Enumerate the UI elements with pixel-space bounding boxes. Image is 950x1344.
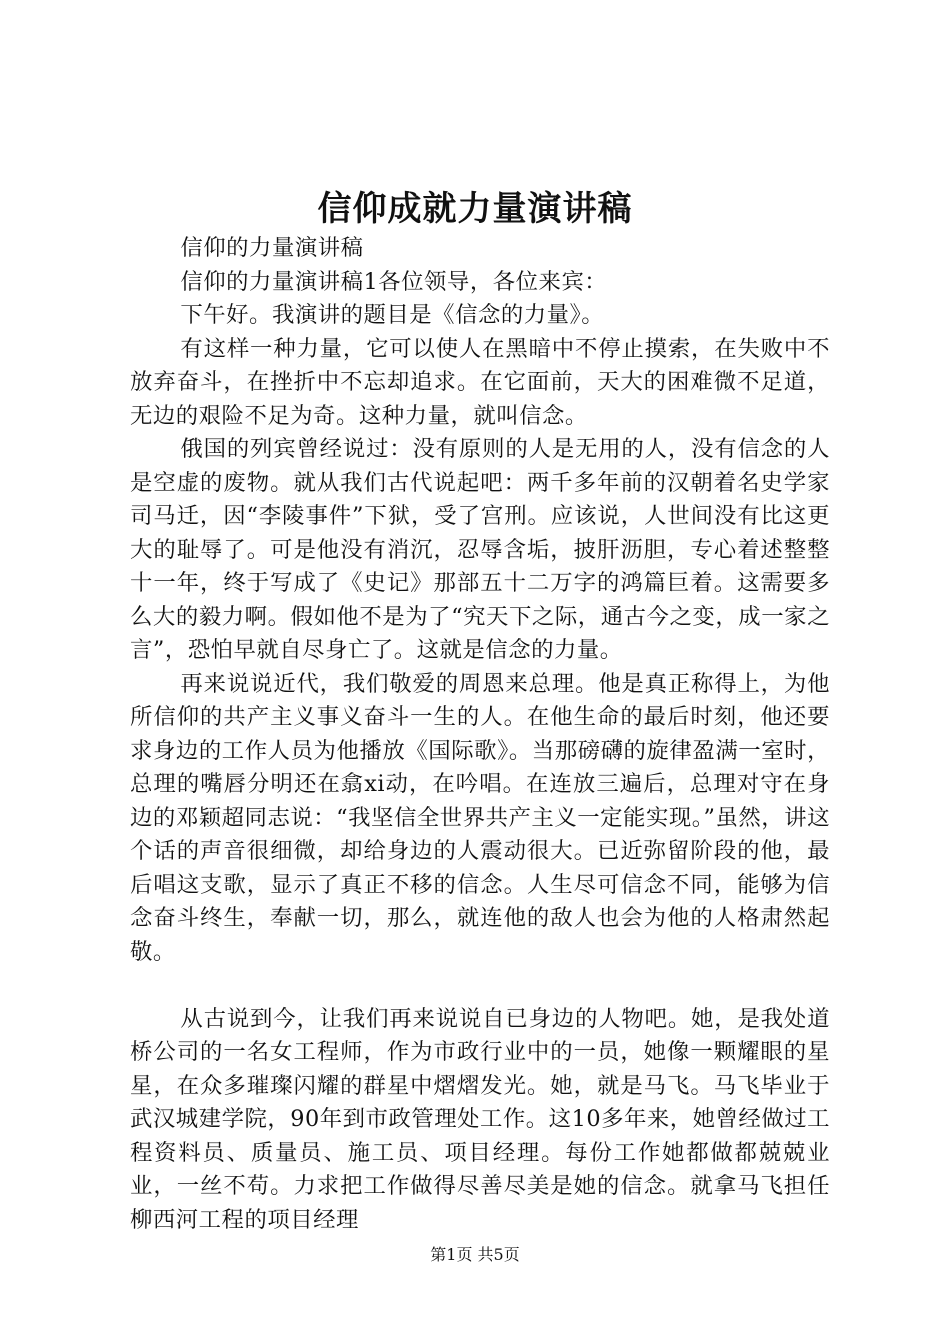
paragraph-zhou-enlai: 再来说说近代，我们敬爱的周恩来总理。他是真正称得上，为他所信仰的共产主义事义奋斗一生的人。在他生命的最后时刻，他还要求身边的工作人员为他播放《国际歌》。当那磅礴的旋律盈满一室时，总理的嘴唇分明还在翕xi动，在吟唱。在连放三遍后，总理对守在身边的邓颖超同志说：“我坚信全世界共产主义一定能实现。”虽然，讲这个话的声音很细微，却给身边的人震动很大。已近弥留阶段的他，最后唱这支歌，显示了真正不移的信念。人生尽可信念不同，能够为信念奋斗终生，奉献一切，那么，就连他的敌人也会为他的人格肃然起敬。 [130, 670, 830, 965]
paragraph-topic: 下午好。我演讲的题目是《信念的力量》。 [180, 302, 605, 328]
document-body [130, 232, 830, 1237]
paragraph-sima-qian: 俄国的列宾曾经说过：没有原则的人是无用的人，没有信念的人是空虚的废物。就从我们古代说起吧：两千多年前的汉朝着名史学家司马迁，因“李陵事件”下狱，受了宫刑。应该说，人世间没有比这更大的耻辱了。可是他没有消沉，忍辱含垢，披肝沥胆，专心着述整整十一年，终于写成了《史记》那部五十二万字的鸿篇巨着。这需要多么大的毅力啊。假如他不是为了“究天下之际，通古今之变，成一家之言”，恐怕早就自尽身亡了。这就是信念的力量。 [130, 436, 830, 663]
page-number-footer: 第1页 共5页 [430, 1245, 520, 1264]
paragraph-subtitle: 信仰的力量演讲稿 [180, 235, 364, 261]
paragraph-intro: 有这样一种力量，它可以使人在黑暗中不停止摸索，在失败中不放弃奋斗，在挫折中不忘却追求。在它面前，天大的困难微不足道，无边的艰险不足为奇。这种力量，就叫信念。 [130, 335, 830, 429]
paragraph-greeting: 信仰的力量演讲稿1各位领导，各位来宾： [180, 268, 608, 295]
paragraph-ma-fei: 从古说到今，让我们再来说说自已身边的人物吧。她，是我处道桥公司的一名女工程师，作为市政行业中的一员，她像一颗耀眼的星星，在众多璀璨闪耀的群星中熠熠发光。她，就是马飞。马飞毕业于武汉城建学院，90年到市政管理处工作。这10多年来，她曾经做过工程资料员、质量员、施工员、项目经理。每份工作她都做都兢兢业业，一丝不苟。力求把工作做得尽善尽美是她的信念。就拿马飞担任柳西河工程的项目经理 [130, 1005, 830, 1233]
document-title: 信仰成就力量演讲稿 [317, 189, 633, 229]
